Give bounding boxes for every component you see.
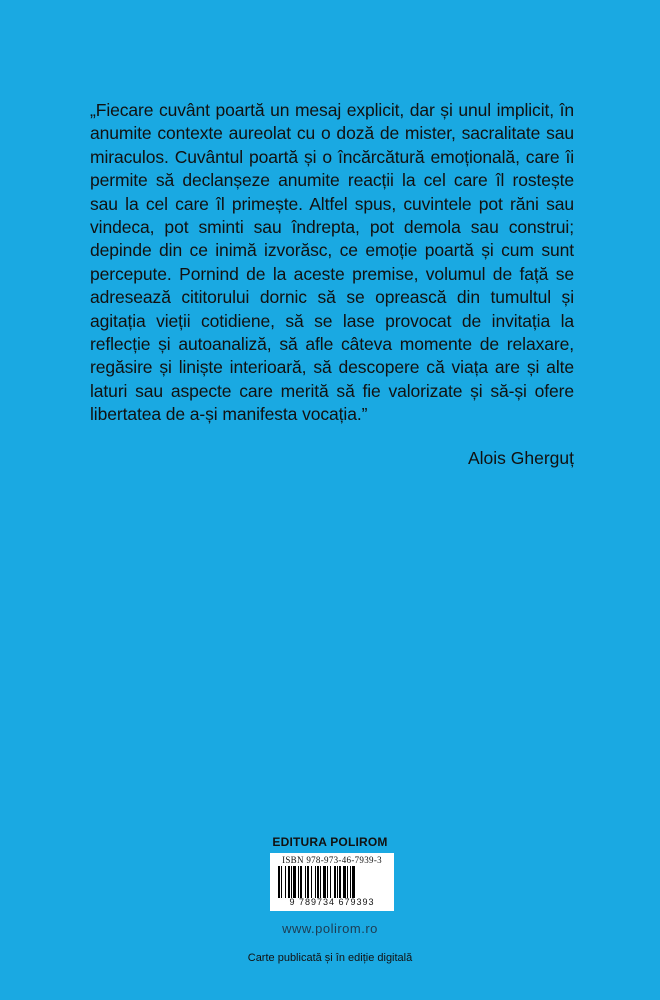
publisher-name: EDITURA POLIROM — [272, 835, 388, 849]
barcode-bar — [307, 866, 309, 898]
barcode-bar — [317, 866, 319, 898]
isbn-number: ISBN 978-973-46-7939-3 — [282, 855, 382, 865]
barcode-bar — [288, 866, 290, 898]
barcode-digits: 9 789734 679393 — [289, 897, 375, 907]
barcode-bar — [281, 866, 282, 898]
barcode-bar — [337, 866, 338, 898]
barcode — [270, 853, 394, 911]
barcode-bar — [352, 866, 355, 898]
barcode-bar — [347, 866, 348, 898]
barcode-bar — [291, 866, 292, 898]
barcode-bar — [330, 866, 331, 898]
barcode-bar — [305, 866, 306, 898]
barcode-bar — [311, 866, 312, 898]
barcode-bar — [350, 866, 351, 898]
publisher-website: www.polirom.ro — [282, 921, 378, 936]
digital-edition-note: Carte publicată și în ediție digitală — [247, 952, 413, 964]
barcode-bar — [285, 866, 286, 898]
barcode-bar — [300, 866, 302, 898]
barcode-bar — [298, 866, 299, 898]
barcode-bar — [323, 866, 326, 898]
barcode-bar — [315, 866, 316, 898]
barcode-bar — [327, 866, 328, 898]
barcode-bars — [274, 866, 390, 898]
barcode-bar — [293, 866, 296, 898]
quote-author: Alois Gherguț — [467, 448, 574, 468]
barcode-bar — [278, 866, 280, 898]
barcode-bar — [320, 866, 321, 898]
quote-text: „Fiecare cuvânt poartă un mesaj explicit, dar și unul implicit, în anumite contexte aureolat cu o doză de mister, sacralitate sau miraculos. Cuvântul poartă și o încărcătură emoțională, care îi permite să declanșeze anumite reacții la cel care îl rostește sau la cel care îl primește. Altfel spus, cuvintele pot răni sau vindeca, pot sminti sau îndrepta, pot demola sau construi; depinde din ce inimă izvorăsc, ce emoție poartă și cum sunt percepute. Pornind de la aceste premise, volumul de față se adresează cititorului dornic să se oprească din tumultul și agitația vieții cotidiene, să se lase provocat de invitația la reflecție și autoanaliză, să afle câteva momente de relaxare, regăsire și liniște interioară, să descopere că viața are și alte laturi sau aspecte care merită să fie valorizate și să-și ofere libertatea de a-și manifesta vocația.” — [90, 100, 574, 425]
barcode-bar — [334, 866, 336, 898]
barcode-bar — [343, 866, 346, 898]
barcode-bar — [339, 866, 341, 898]
